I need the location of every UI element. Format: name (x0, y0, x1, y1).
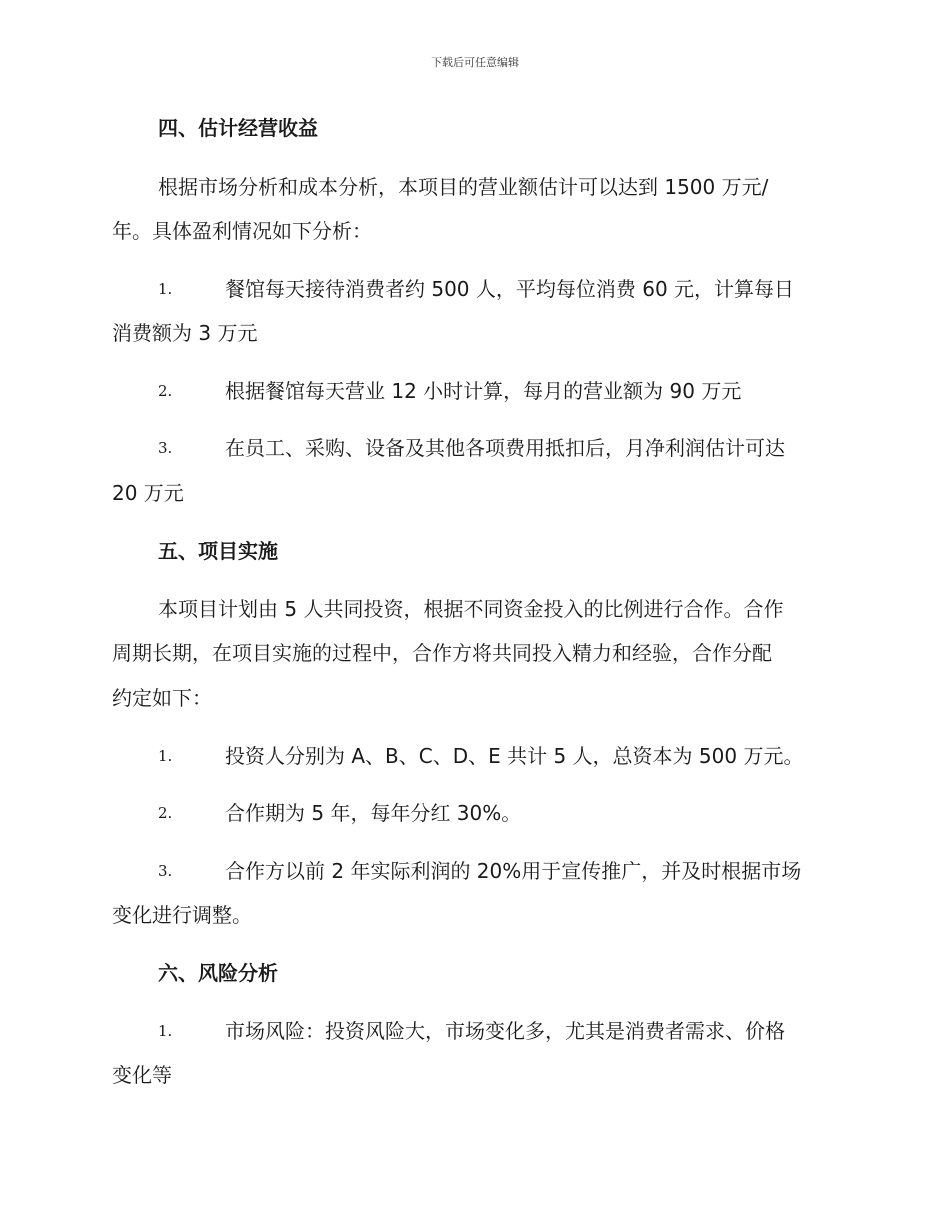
list-item-text: 变化进行调整。 (112, 903, 252, 927)
list-item-text: 餐馆每天接待消费者约 500 人，平均每位消费 60 元，计算每日 (225, 277, 795, 301)
list-number: 3. (158, 439, 173, 457)
section-heading: 五、项目实施 (158, 539, 278, 563)
page-header: 下载后可任意编辑 (431, 56, 519, 69)
list-number: 2. (158, 804, 173, 822)
list-item-text: 根据餐馆每天营业 12 小时计算，每月的营业额为 90 万元 (225, 379, 742, 403)
list-item-text: 在员工、采购、设备及其他各项费用抵扣后，月净利润估计可达 (225, 436, 785, 460)
list-item-text: 20 万元 (112, 481, 184, 505)
paragraph-line: 年。具体盈利情况如下分析： (112, 219, 372, 243)
paragraph-line: 根据市场分析和成本分析，本项目的营业额估计可以达到 1500 万元/ (158, 175, 769, 199)
list-item-text: 市场风险：投资风险大，市场变化多，尤其是消费者需求、价格 (225, 1019, 785, 1043)
paragraph-line: 周期长期，在项目实施的过程中，合作方将共同投入精力和经验，合作分配 (112, 641, 772, 665)
list-number: 1. (158, 747, 173, 765)
list-number: 2. (158, 382, 173, 400)
section-heading: 六、风险分析 (158, 961, 278, 985)
list-item-text: 投资人分别为 A、B、C、D、E 共计 5 人，总资本为 500 万元。 (225, 744, 804, 768)
list-item-text: 合作方以前 2 年实际利润的 20%用于宣传推广，并及时根据市场 (225, 859, 802, 883)
list-number: 3. (158, 862, 173, 880)
list-item-text: 消费额为 3 万元 (112, 321, 258, 345)
paragraph-line: 约定如下： (112, 686, 212, 710)
list-item-text: 合作期为 5 年，每年分红 30%。 (225, 801, 522, 825)
list-number: 1. (158, 280, 173, 298)
paragraph-line: 本项目计划由 5 人共同投资，根据不同资金投入的比例进行合作。合作 (158, 597, 784, 621)
list-number: 1. (158, 1022, 173, 1040)
section-heading: 四、估计经营收益 (158, 116, 318, 140)
list-item-text: 变化等 (112, 1063, 172, 1087)
